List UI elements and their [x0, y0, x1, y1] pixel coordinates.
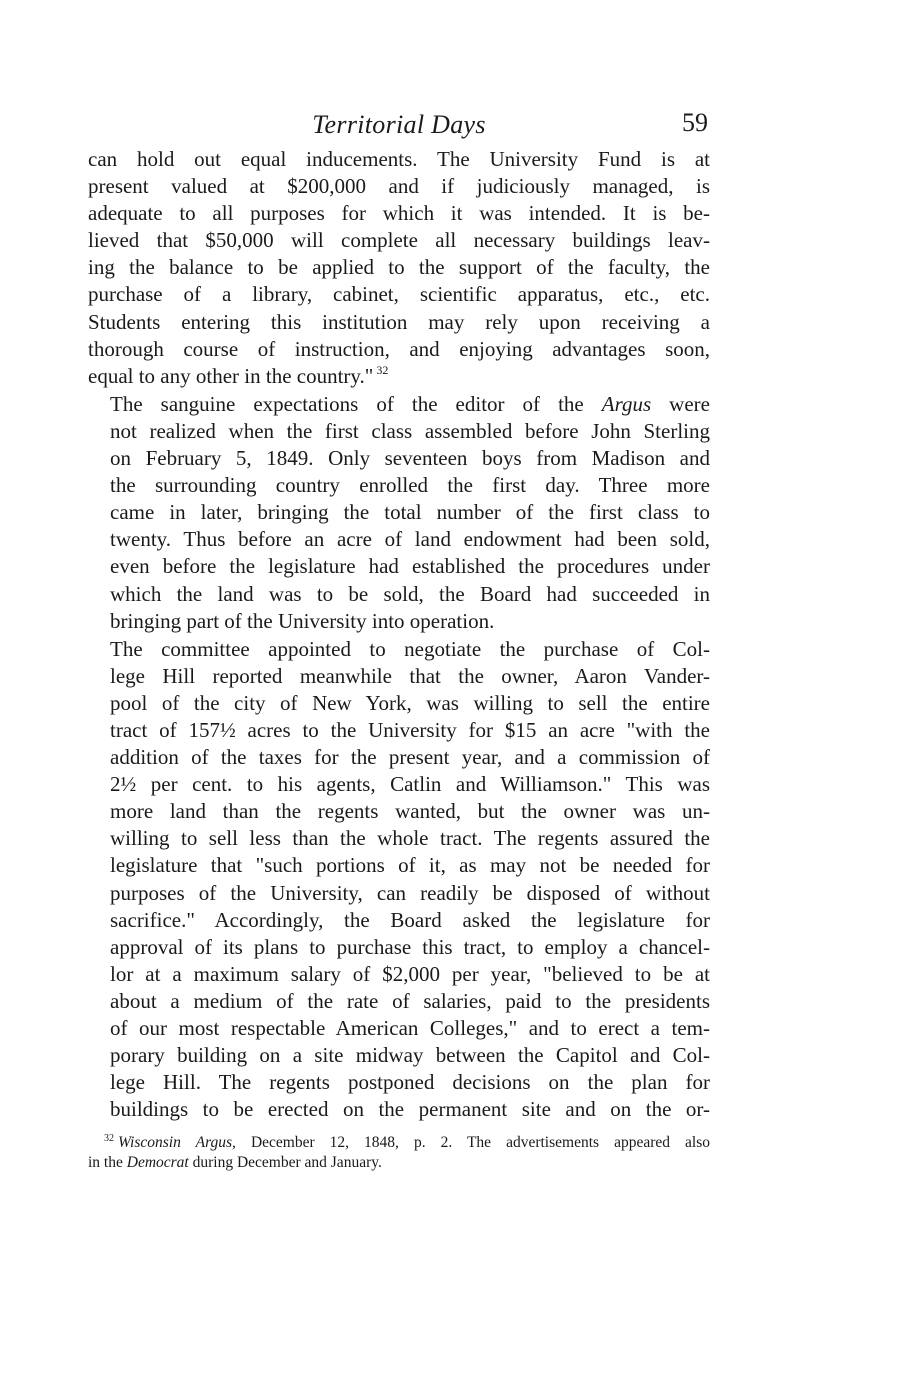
text-line: on February 5, 1849. Only seventeen boys from Madison and	[110, 446, 710, 471]
text-line: even before the legislature had established the procedures under	[110, 554, 710, 579]
text-line: equal to any other in the country."	[88, 363, 374, 388]
footnote-line	[88, 1133, 710, 1153]
text-line: purposes of the University, can readily be disposed of without	[110, 880, 710, 905]
footnote-line	[88, 1153, 710, 1173]
text-line: more land than the regents wanted, but the owner was un-	[110, 799, 710, 824]
text-fragment: were	[651, 391, 710, 416]
body-text	[88, 146, 710, 1123]
text-fragment: The sanguine expectations of the editor of the	[110, 391, 602, 416]
text-line: tract of 157½ acres to the University for $15 an acre "with the	[110, 717, 710, 742]
text-line: willing to sell less than the whole tract. The regents assured the	[110, 826, 710, 851]
italic-periodical-name: Argus	[601, 391, 652, 416]
book-page	[88, 104, 710, 1173]
text-line: present valued at $200,000 and if judiciously managed, is	[88, 174, 710, 199]
text-line: Students entering this institution may rely upon receiving a	[88, 309, 710, 334]
text-line: buildings to be erected on the permanent site and on the or-	[110, 1097, 710, 1122]
text-line: The committee appointed to negotiate the purchase of Col-	[110, 636, 710, 661]
text-line: porary building on a site midway between the Capitol and Col-	[110, 1043, 710, 1068]
text-line: lor at a maximum salary of $2,000 per year, "believed to be at	[110, 961, 710, 986]
text-line: addition of the taxes for the present year, and a commission of	[110, 745, 710, 770]
text-line: adequate to all purposes for which it was intended. It is be-	[88, 201, 710, 226]
text-line: approval of its plans to purchase this tract, to employ a chancel-	[110, 934, 710, 959]
footnote-text: during December and January.	[188, 1154, 382, 1172]
running-title: Territorial Days	[312, 110, 486, 139]
text-line: legislature that "such portions of it, as may not be needed for	[110, 853, 710, 878]
text-line: thorough course of instruction, and enjoying advantages soon,	[88, 336, 710, 361]
text-line: pool of the city of New York, was willing to sell the entire	[110, 690, 710, 715]
text-line: can hold out equal inducements. The University Fund is at	[88, 147, 710, 171]
paragraph-2	[88, 391, 710, 635]
text-line-with-ref	[88, 363, 710, 390]
footnote-periodical: Democrat	[126, 1154, 189, 1172]
footnote-text: December 12, 1848, p. 2. The advertisements appeared also	[235, 1134, 710, 1152]
text-line: lieved that $50,000 will complete all necessary buildings leav-	[88, 228, 710, 253]
text-line: which the land was to be sold, the Board had succeeded in	[110, 581, 710, 606]
text-line: of our most respectable American Colleges," and to erect a tem-	[110, 1016, 710, 1040]
text-line: sacrifice." Accordingly, the Board asked the legislature for	[110, 907, 710, 932]
page-number: 59	[682, 108, 708, 137]
text-line: ing the balance to be applied to the support of the faculty, the	[88, 255, 710, 280]
text-line: the surrounding country enrolled the first day. Three more	[110, 473, 710, 498]
running-head	[88, 104, 710, 146]
footnote-source: Wisconsin Argus,	[118, 1134, 236, 1152]
text-line: 2½ per cent. to his agents, Catlin and Williamson." This was	[110, 772, 710, 797]
text-line: purchase of a library, cabinet, scientific apparatus, etc., etc.	[88, 282, 710, 307]
paragraph-3	[88, 636, 710, 1124]
footnote-reference: 32	[376, 362, 389, 377]
text-line: came in later, bringing the total number of the first class to	[110, 500, 710, 525]
text-line: lege Hill reported meanwhile that the owner, Aaron Vander-	[110, 663, 710, 688]
text-line-with-italic	[88, 391, 710, 418]
paragraph-1	[88, 146, 710, 390]
footnote-mark: 32	[104, 1133, 114, 1145]
footnote-text: in the	[88, 1154, 127, 1172]
text-line: lege Hill. The regents postponed decisions on the plan for	[110, 1070, 710, 1095]
footnote	[88, 1133, 710, 1173]
text-line: twenty. Thus before an acre of land endowment had been sold,	[110, 527, 710, 552]
text-line: not realized when the first class assembled before John Sterling	[110, 418, 710, 443]
text-line: about a medium of the rate of salaries, paid to the presidents	[110, 988, 710, 1013]
text-line: bringing part of the University into operation.	[110, 608, 495, 633]
